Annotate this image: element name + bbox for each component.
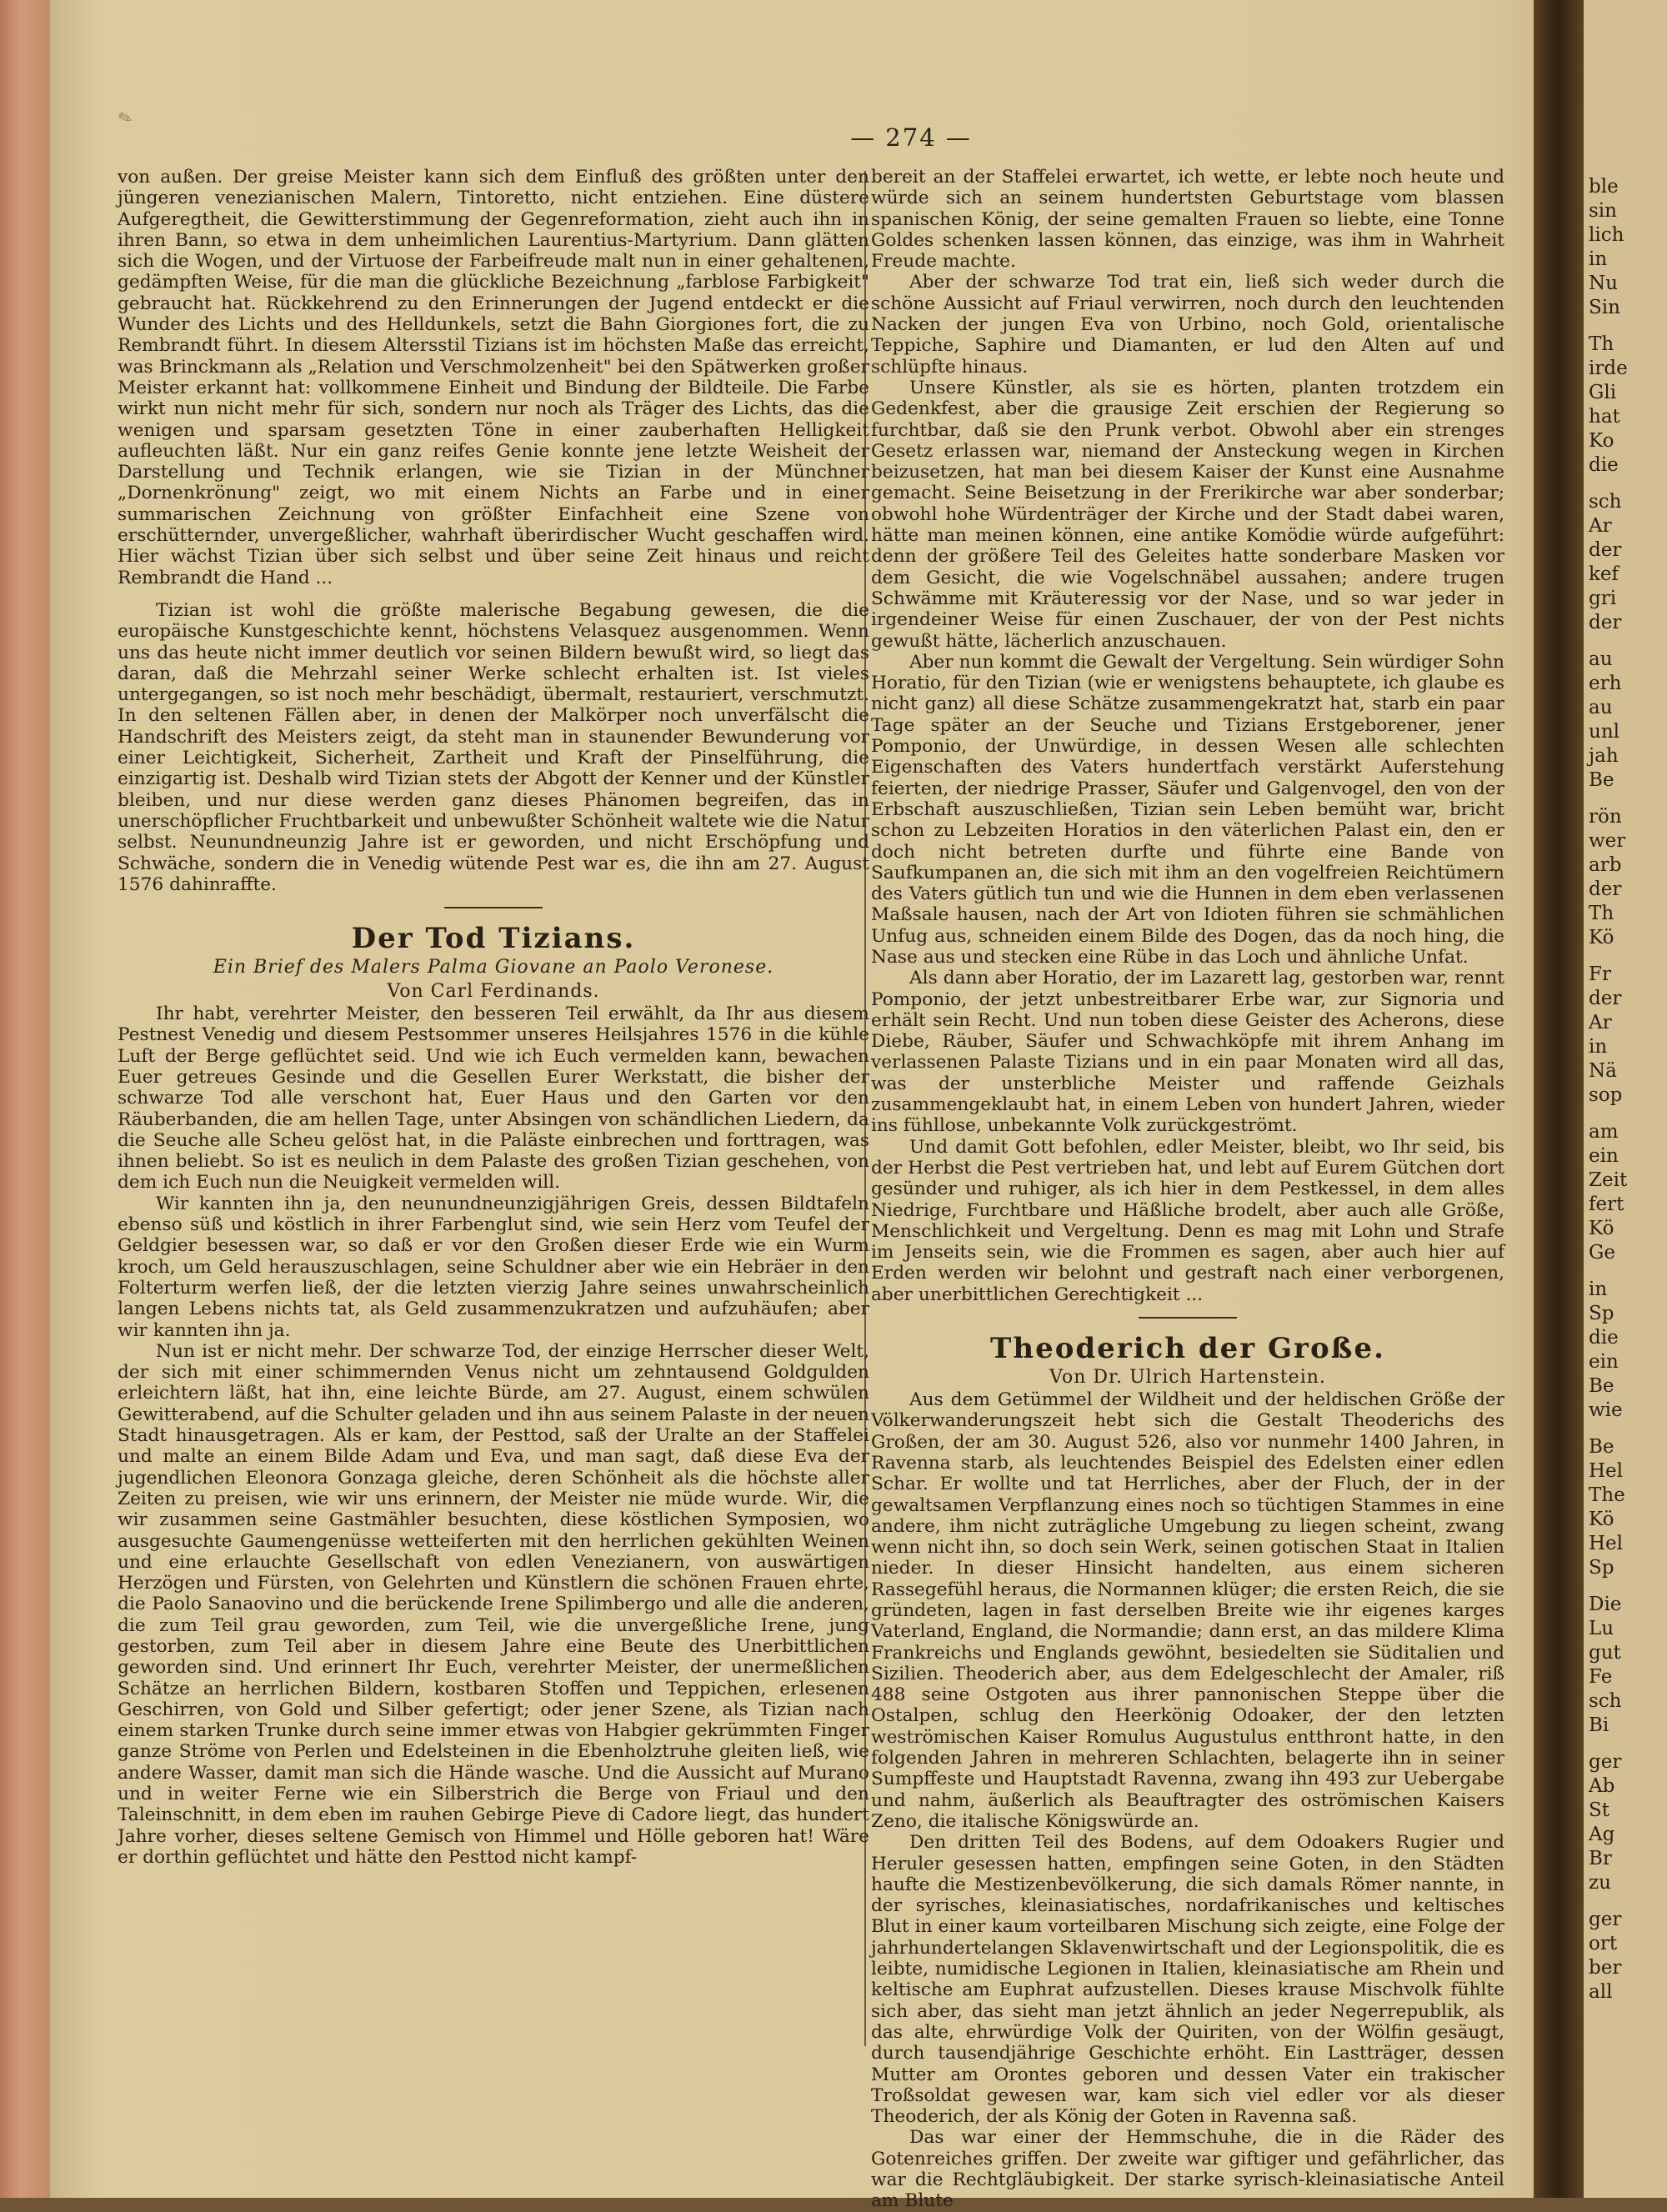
next-page-fragment: der bbox=[1589, 612, 1622, 633]
next-page-fragment: kef bbox=[1589, 563, 1619, 585]
next-page-fragment: der bbox=[1589, 878, 1622, 900]
left-column bbox=[118, 167, 869, 1868]
next-page-fragment: Be bbox=[1589, 769, 1614, 791]
next-page-fragment: all bbox=[1589, 1981, 1613, 2003]
next-page-fragment: The bbox=[1589, 1484, 1625, 1506]
next-page-fragment: sch bbox=[1589, 1690, 1622, 1712]
next-page-fragment: Kö bbox=[1589, 927, 1614, 948]
article1-paragraph-2: Tizian ist wohl die größte malerische Begabung gewesen, die die europäische Kunstgeschichte kennt, höchstens Velasquez ausgenommen. Wenn uns das heute nicht immer deutlich vor seinen Bildern bewußt wird, so liegt das daran, daß die Mehrzahl seiner Werke schlecht erhalten ist. Ist vieles untergegangen, so ist noch mehr beschädigt, übermalt, restauriert, verschmutzt. In den seltenen Fällen aber, in denen der Malkörper noch unverfälscht die Handschrift des Meisters zeigt, da steht man in staunender Bewunderung vor einer Leichtigkeit, Sicherheit, Zartheit und Kraft der Pinselführung, die einzigartig ist. Deshalb wird Tizian stets der Abgott der Kenner und der Künstler bleiben, und nur diese werden ganz dieses Phänomen begreifen, das in unerschöpflicher Fruchtbarkeit und unbewußter Schönheit waltete wie die Natur selbst. Neunundneunzig Jahre ist er geworden, und nicht Erschöpfung und Schwäche, sondern die in Venedig wütende Pest war es, die ihn am 27. August 1576 dahinraffte. bbox=[118, 599, 869, 895]
next-page-fragment: gut bbox=[1589, 1642, 1621, 1664]
article2-paragraph-2: Wir kannten ihn ja, den neunundneunzigjährigen Greis, dessen Bildtafeln ebenso süß und köstlich in ihrer Farbenglut sind, wie sein Herz vom Teufel der Geldgier besessen war, so daß er vor den Großen dieser Erde wie ein Wurm kroch, um Geld herauszuschlagen, seine Schuldner aber wie ein Hebräer in den Folterturm werfen ließ, der die letzten vierzig Jahre seines unwahrscheinlich langen Lebens nichts tat, als Geld zusammenzukratzen und aufzuhäufen; aber wir kannten ihn ja. bbox=[118, 1193, 869, 1341]
article2-subtitle: Ein Brief des Malers Palma Giovane an Paolo Veronese. bbox=[213, 957, 774, 978]
next-page-fragment: au bbox=[1589, 697, 1613, 718]
next-page-fragment: Ge bbox=[1589, 1242, 1615, 1264]
article1-paragraph-1: von außen. Der greise Meister kann sich dem Einfluß des größten unter den jüngeren venezianischen Malern, Tintoretto, nicht entziehen. Eine düstere Aufgeregtheit, die Gewitterstimmung der Gegenreformation, zieht auch ihn in ihren Bann, so etwa in dem unheimlichen Laurentius-Martyrium. Dann glätten sich die Wogen, und der Virtuose der Farbeifreude malt nun in einer gehaltenen, gedämpften Weise, für die man die glückliche Bezeichnung „farblose Farbigkeit" gebraucht hat. Rückkehrend zu den Erinnerungen der Jugend entdeckt er die Wunder des Lichts und des Helldunkels, setzt die Bahn Giorgiones fort, die zu Rembrandt führt. In diesem Altersstil Tizians ist im höchsten Maße das erreicht, was Brinckmann als „Relation und Verschmolzenheit" bei den Spätwerken großer Meister erkannt hat: vollkommene Einheit und Bindung der Bildteile. Die Farbe wirkt nun nicht mehr für sich, sondern nur noch als Träger des Lichts, das die wenigen und sparsam gesetzten Töne in einer zauberhaften Helligkeit aufleuchten läßt. Nur ein ganz reifes Genie konnte jene letzte Weisheit der Darstellung und Technik erlangen, wie sie Tizian in der Münchner „Dornenkrönung" zeigt, wo mit einem Nichts an Farbe und in einer summarischen Zeichnung von größter Einfachheit eine Szene von erschütternder, unvergeßlicher, wahrhaft überirdischer Wucht geschaffen wird. Hier wächst Tizian über sich selbst und über seine Zeit hinaus und reicht Rembrandt die Hand ... bbox=[118, 167, 869, 588]
next-page-fragment: der bbox=[1589, 539, 1622, 561]
right-column bbox=[871, 167, 1504, 2212]
next-page-fragment: Be bbox=[1589, 1375, 1614, 1397]
next-page-fragment: Bi bbox=[1589, 1714, 1609, 1736]
next-page-fragment: ein bbox=[1589, 1351, 1619, 1373]
article2-paragraph-8: Als dann aber Horatio, der im Lazarett lag, gestorben war, rennt Pomponio, der jetzt unbestreitbarer Erbe war, zur Signoria und erhält sein Recht. Und nun toben diese Geister des Acherons, diese Diebe, Räuber, Säufer und Schwachköpfe mit ihrem Anhang im verlassenen Palaste Tizians und in ein paar Monaten wird all das, was der unsterbliche Meister und raffende Geizhals zusammengeklaubt hat, in einem Leben von hundert Jahren, wieder ins fühllose, unbekannte Volk zurückgeströmt. bbox=[871, 968, 1504, 1137]
next-page-fragment: in bbox=[1589, 248, 1608, 270]
next-page-fragment: Hel bbox=[1589, 1460, 1624, 1482]
article2-paragraph-6: Unsere Künstler, als sie es hörten, planten trotzdem ein Gedenkfest, aber die grausige Zeit erschien der Regierung so furchtbar, daß sie den Prunk verbot. Obwohl aber ein strenges Gesetz erlassen war, niemand der Ansteckung wegen in Kirchen beizusetzen, hat man bei diesem Kaiser der Kunst eine Ausnahme gemacht. Seine Beisetzung in der Frerikirche war aber sonderbar; obwohl hohe Würdenträger der Kirche und der Stadt dabei waren, hätte man meinen können, eine antike Komödie würde aufgeführt: denn der größere Teil des Geleites hatte sonderbare Masken vor dem Gesicht, die wie Vogelschnäbel aussahen; andere trugen Schwämme mit Kräuteressig vor der Nase, und so war jeder in irgendeiner Weise für einen Zuschauer, der von der Pest nichts gewußt hätte, lächerlich anzuschauen. bbox=[871, 377, 1504, 652]
article2-paragraph-3: Nun ist er nicht mehr. Der schwarze Tod, der einzige Herrscher dieser Welt, der sich mit einer schimmernden Venus nicht um zehntausend Goldgulden erleichtern läßt, hat ihn, eine leichte Bürde, am 27. August, einem schwülen Gewitterabend, auf die Schulter geladen und ihn aus seinem Palaste in der neuen Stadt hinausgetragen. Als er kam, der Pesttod, saß der Uralte an der Staffelei und malte an einem Bilde Adam und Eva, und man sagt, daß diese Eva der jugendlichen Eleonora Gonzaga gleiche, deren Schönheit als die höchste aller Zeiten zu preisen, wie wir uns erinnern, der Meister nie müde wurde. Wir, die wir zusammen seine Gastmähler besuchten, diese köstlichen Symposien, wo ausgesuchte Gaumengenüsse wetteiferten mit den herrlichen gekühlten Weinen und eine erlauchte Gesellschaft von edlen Venezianern, von auswärtigen Herzögen und Fürsten, von Gelehrten und Künstlern die schönen Frauen ehrte, die Paolo Sanaovino und die berückende Irene Spilimbergo und alle die anderen, die zum Teil grau geworden, zum Teil, wie die unvergeßliche Irene, jung gestorben, zum Teil aber in diesem Jahre eine Beute des Unerbittlichen geworden sind. Und erinnert Ihr Euch, verehrter Meister, der unermeßlichen Schätze an herrlichen Bildern, kostbaren Stoffen und Teppichen, erlesenen Geschirren, von Gold und Silber gefertigt; oder jener Szene, als Tizian nach einem starken Trunke durch seine immer etwas von Habgier gekrümmten Finger ganze Ströme von Perlen und Edelsteinen in die Ebenholztruhe gleiten ließ, wie andere Wasser, damit man sich die Hände wasche. Und die Aussicht auf Murano und in weiter Ferne wie ein Silberstrich die Berge von Friaul und den Taleinschnitt, in dem eben im rauhen Gebirge Pieve di Cadore liegt, das hundert Jahre vorher, dieses seltene Gemisch von Himmel und Hölle geboren hat! Wäre er dorthin geflüchtet und hätte den Pesttod nicht kampf- bbox=[118, 1340, 869, 1868]
article2-paragraph-7: Aber nun kommt die Gewalt der Vergeltung. Sein würdiger Sohn Horatio, für den Tizian (wie er wenigstens behauptete, ich glaube es nicht ganz) all diese Schätze zusammengekratzt hat, starb ein paar Tage später an der Seuche und Tizians Erstgeborener, jener Pomponio, der Unwürdige, in dessen Wesen alle schlechten Eigenschaften des Vaters hundertfach verstärkt Auferstehung feierten, der niedrige Prasser, Säufer und Galgenvogel, den von der Erbschaft auszuschließen, Tizian sein Leben bemüht war, bricht schon zu Lebzeiten Horatios in den väterlichen Palast ein, den er doch nicht betreten durfte und führte eine Bande von Saufkumpanen an, die sich mit ihm an den vogelfreien Reichtümern des Vaters gütlich tun und wie die Hunnen in dem eben verlassenen Maßsale hausen, nach der Art von Idioten führen sie schmählichen Unfug aus, schneiden einem Bilde des Dogen, das da noch hing, die Nase aus und stecken eine Rübe in das Loch und ähnliche Unfat. bbox=[871, 651, 1504, 968]
next-page-fragment: Ag bbox=[1589, 1824, 1615, 1845]
section-divider bbox=[444, 907, 543, 908]
next-page-fragment: die bbox=[1589, 1327, 1619, 1349]
next-page-fragment: jah bbox=[1589, 745, 1619, 767]
next-page-fragment: fert bbox=[1589, 1194, 1624, 1215]
article2-paragraph-4: bereit an der Staffelei erwartet, ich wette, er lebte noch heute und würde sich an seinem hundertsten Geburtstage vom blassen spanischen König, der seine gemalten Frauen so liebte, eine Tonne Goldes schenken lassen können, das einzige, was ihm in Wahrheit Freude machte. bbox=[871, 167, 1504, 273]
next-page-fragment: Th bbox=[1589, 333, 1614, 355]
next-page-fragment: sch bbox=[1589, 491, 1622, 513]
page-number: — 274 — bbox=[850, 123, 972, 152]
next-page-fragment: hat bbox=[1589, 406, 1620, 428]
next-page-fragment: der bbox=[1589, 988, 1622, 1009]
next-page-fragment: au bbox=[1589, 648, 1613, 670]
next-page-fragment: wer bbox=[1589, 830, 1626, 852]
next-page-fragment: unl bbox=[1589, 721, 1619, 743]
pencil-mark-icon: ✎ bbox=[115, 106, 135, 130]
next-page-fragment: in bbox=[1589, 1279, 1608, 1300]
next-page-fragment: Nä bbox=[1589, 1060, 1617, 1082]
next-page-fragment: zu bbox=[1589, 1872, 1611, 1894]
next-page-fragment: Ko bbox=[1589, 430, 1614, 452]
next-page-fragment: Be bbox=[1589, 1436, 1614, 1458]
next-page-fragment: Th bbox=[1589, 903, 1614, 924]
page-gutter bbox=[1534, 0, 1584, 2198]
next-page-fragment: sop bbox=[1589, 1084, 1623, 1106]
article3-paragraph-1: Aus dem Getümmel der Wildheit und der heldischen Größe der Völkerwanderungszeit hebt sich die Gestalt Theoderichs des Großen, der am 30. August 526, also vor nunmehr 1400 Jahren, in Ravenna starb, als leuchtendes Beispiel des Edelsten einer edlen Schar. Er wollte und tat Herrliches, aber der Fluch, der in der gewaltsamen Verpflanzung eines noch so tüchtigen Stammes in eine andere, ihm nicht zuträgliche Umgebung zu liegen scheint, zwang wenn nicht ihn, so doch sein Werk, seinen gotischen Staat in Italien nieder. In dieser Hinsicht handelten, aus einem sicheren Rassegefühl heraus, die Normannen klüger; die ersten Reich, die sie gründeten, lagen in fast derselben Breite wie ihr eigenes karges Vaterland, England, die Normandie; dann erst, an das mildere Klima Frankreichs und Englands gewöhnt, besiedelten sie Süditalien und Sizilien. Theoderich aber, aus dem Edelgeschlecht der Amaler, riß 488 seine Ostgoten aus ihrer pannonischen Steppe über die Ostalpen, schlug den Heerkönig Odoaker, der den letzten weströmischen Kaiser Romulus Augustulus entthront hatte, in den folgenden Jahren in mehreren Schlachten, belagerte ihn in seiner Sumpffeste und Hauptstadt Ravenna, zwang ihn 493 zur Uebergabe und nahm, äußerlich als Beauftragter des oströmischen Kaisers Zeno, die italische Königswürde an. bbox=[871, 1389, 1504, 1832]
next-page-fragment: ort bbox=[1589, 1933, 1618, 1954]
next-page-fragment: Ar bbox=[1589, 515, 1612, 537]
next-page-fragment: rön bbox=[1589, 806, 1622, 828]
article3-paragraph-3: Das war einer der Hemmschuhe, die in die Räder des Gotenreiches griffen. Der zweite war giftiger und gefährlicher, das war die Rechtgläubigkeit. Der starke syrisch-kleinasiatische Anteil am Blute bbox=[871, 2127, 1504, 2212]
next-page-fragment: gri bbox=[1589, 588, 1617, 609]
article2-title: Der Tod Tizians. bbox=[351, 922, 636, 956]
next-page-fragment: am bbox=[1589, 1121, 1619, 1143]
next-page-fragment: ble bbox=[1589, 176, 1619, 198]
next-page-fragment: die bbox=[1589, 454, 1619, 476]
next-page-fragment: Hel bbox=[1589, 1533, 1624, 1554]
next-page-fragment: arb bbox=[1589, 854, 1622, 876]
next-page-edge bbox=[1584, 0, 1667, 2198]
next-page-fragment: lich bbox=[1589, 224, 1624, 246]
next-page-fragment: St bbox=[1589, 1799, 1609, 1821]
next-page-fragment: ber bbox=[1589, 1957, 1622, 1979]
section-divider-2 bbox=[1139, 1317, 1237, 1319]
next-page-fragment: Sp bbox=[1589, 1303, 1614, 1324]
next-page-fragment: sin bbox=[1589, 200, 1617, 222]
binding-left bbox=[0, 0, 50, 2198]
article2-paragraph-5: Aber der schwarze Tod trat ein, ließ sich weder durch die schöne Aussicht auf Friaul verwirren, noch durch den leuchtenden Nacken der jungen Eva von Urbino, noch Gold, orientalische Teppiche, Saphire und Diamanten, er lud den Alten auf und schlüpfte hinaus. bbox=[871, 272, 1504, 378]
next-page-fragment: Lu bbox=[1589, 1618, 1614, 1639]
next-page-fragment: ger bbox=[1589, 1909, 1622, 1930]
article2-byline: Von Carl Ferdinands. bbox=[387, 981, 600, 1003]
article3-title: Theoderich der Große. bbox=[990, 1332, 1385, 1366]
next-page-fragment: Sp bbox=[1589, 1557, 1614, 1579]
next-page-fragment: erh bbox=[1589, 673, 1622, 694]
article2-paragraph-9: Und damit Gott befohlen, edler Meister, bleibt, wo Ihr seid, bis der Herbst die Pest vertrieben hat, und lebt auf Eurem Gütchen dort gesünder und ruhiger, als ich hier in dem Pestkessel, in dem alles Niedrige, Furchtbare und Häßliche brodelt, aber auch alle Größe, Menschlichkeit und Vergeltung. Denn es mag mit Lohn und Strafe im Jenseits sein, wie die Frommen es sagen, aber auch hier auf Erden werden wir belohnt und gestraft nach einer verborgenen, aber unerbittlichen Gerechtigkeit ... bbox=[871, 1136, 1504, 1305]
next-page-fragment: Fe bbox=[1589, 1666, 1613, 1688]
next-page-fragment: Br bbox=[1589, 1848, 1612, 1869]
next-page-fragment: irde bbox=[1589, 358, 1628, 379]
next-page-fragment: in bbox=[1589, 1036, 1608, 1058]
article2-paragraph-1: Ihr habt, verehrter Meister, den besseren Teil erwählt, da Ihr aus diesem Pestnest Venedig und diesem Pestsommer unseres Heilsjahres 1576 in die kühle Luft der Berge geflüchtet seid. Und wie ich Euch vermelden kann, bewachen Euer getreues Gesinde und die Gesellen Eurer Werkstatt, die bisher der schwarze Tod alle verschont hat, Euer Haus und den Garten vor den Räuberbanden, die am hellen Tage, unter Absingen von schändlichen Liedern, da die Seuche alle Scheu gelöst hat, in die Paläste einbrechen und forttragen, was ihnen beliebt. So ist es neulich in dem Palaste des großen Tizian geschehen, von dem ich Euch nun die Neuigkeit vermelden will. bbox=[118, 1003, 869, 1194]
next-page-fragment: Die bbox=[1589, 1594, 1622, 1615]
next-page-fragment: Zeit bbox=[1589, 1169, 1628, 1191]
next-page-fragment: Kö bbox=[1589, 1509, 1614, 1530]
next-page-fragment: Fr bbox=[1589, 963, 1611, 985]
next-page-fragment: wie bbox=[1589, 1399, 1623, 1421]
article3-byline: Von Dr. Ulrich Hartenstein. bbox=[1049, 1367, 1326, 1389]
article3-paragraph-2: Den dritten Teil des Bodens, auf dem Odoakers Rugier und Heruler gesessen hatten, empfingen seine Goten, in den Städten haufte die Mestizenbevölkerung, die sich damals Römer nannte, in der syrisches, kleinasiatisches, nordafrikanisches und keltisches Blut in einer kaum vorteilbaren Mischung sich zeigte, eine Folge der jahrhundertelangen Sklavenwirtschaft und der Legionspolitik, die es leibte, numidische Legionen in Italien, kleinasiatische am Rhein und keltische am Euphrat aufzustellen. Dieses krause Mischvolk fühlte sich aber, das sieht man jetzt ähnlich an jeder Negerrepublik, als das alte, ehrwürdige Volk der Quiriten, von der Wölfin gesäugt, durch tausendjährige Geschichte erhöht. Ein Lastträger, dessen Mutter am Orontes geboren und dessen Vater ein trakischer Troßsoldat gewesen war, kam sich viel edler vor als dieser Theoderich, der als König der Goten in Ravenna saß. bbox=[871, 1832, 1504, 2128]
next-page-fragment: Kö bbox=[1589, 1218, 1614, 1239]
next-page-fragment: ein bbox=[1589, 1145, 1619, 1167]
next-page-fragment: Sin bbox=[1589, 297, 1620, 318]
next-page-fragment: Gli bbox=[1589, 382, 1617, 403]
next-page-fragment: Nu bbox=[1589, 273, 1618, 294]
next-page-fragment: Ab bbox=[1589, 1775, 1615, 1797]
next-page-fragment: Ar bbox=[1589, 1012, 1612, 1033]
next-page-fragment: ger bbox=[1589, 1751, 1622, 1773]
